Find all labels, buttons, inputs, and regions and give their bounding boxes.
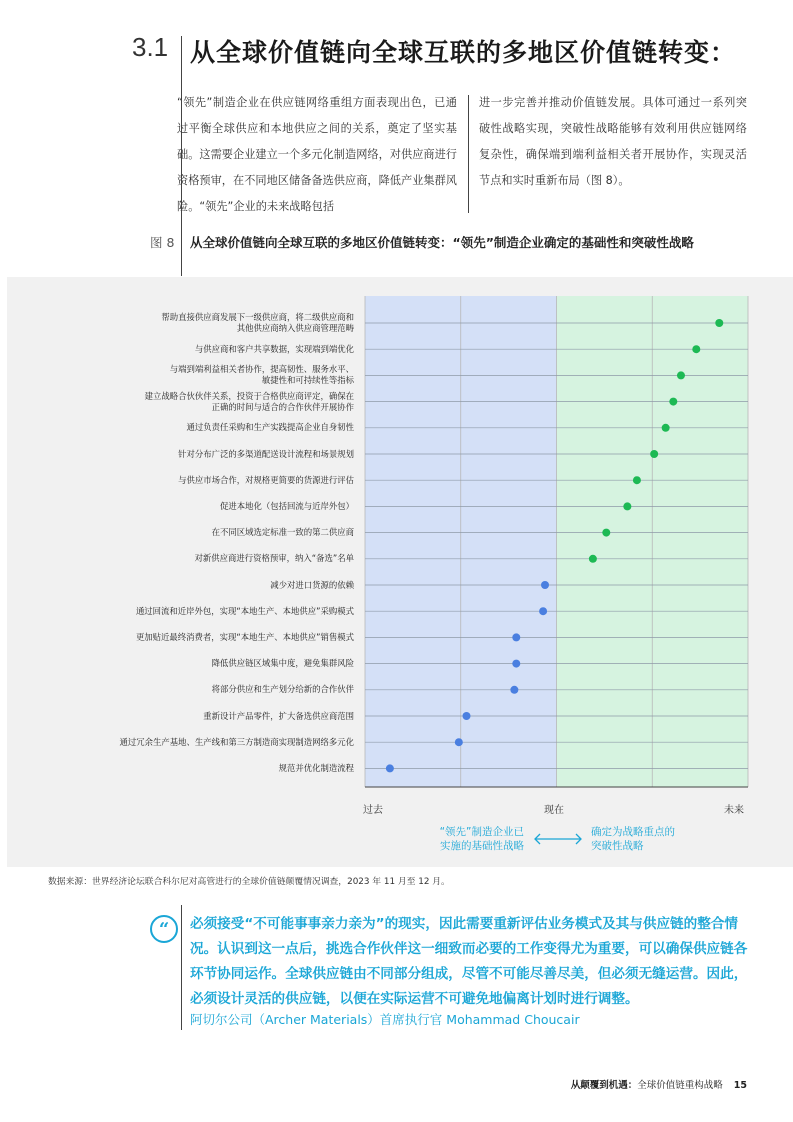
y-category-label: 将部分供应和生产划分给新的合作伙伴 (211, 684, 354, 695)
data-point (386, 764, 394, 772)
y-category-label: 更加贴近最终消费者，实现“本地生产、本地供应”销售模式 (135, 631, 354, 642)
y-category-label: 通过负责任采购和生产实践提高企业自身韧性 (186, 422, 354, 433)
body-column-2: 进一步完善并推动价值链发展。具体可通过一系列突破性战略实现，突破性战略能够有效利用供应链网络复杂性，确保端到端利益相关者开展协作，实现灵活节点和实时重新布局（图 8）。 (479, 96, 747, 187)
data-point (633, 476, 641, 484)
y-category-label: 重新设计产品零件，扩大备选供应商范围 (203, 710, 354, 721)
data-point (455, 738, 463, 746)
body-column-1: “领先”制造企业在供应链网络重组方面表现出色，已通过平衡全球供应和本地供应之间的关系，奠定了坚实基础。这需要企业建立一个多元化制造网络，对供应商进行资格预审，在不同地区储备备选供应商，降低产业集群风险。“领先”企业的未来战略包括 (177, 96, 457, 213)
data-point (715, 319, 723, 327)
data-point (623, 502, 631, 510)
quote-author: 阿切尔公司（Archer Materials）首席执行官 Mohammad Choucair (190, 1012, 580, 1027)
footer-report-bold: 从颠覆到机遇： (570, 1080, 638, 1091)
x-tick-future: 未来 (724, 805, 744, 816)
data-point (677, 371, 685, 379)
y-category-label: 减少对进口货源的依赖 (270, 579, 354, 590)
y-category-label: 与端到端利益相关者协作，提高韧性、服务水平、 敏捷性和可持续性等指标 (169, 364, 354, 386)
data-point (589, 555, 597, 563)
legend-double-arrow-icon (532, 832, 584, 846)
y-category-label: 建立战略合伙伙伴关系，投资于合格供应商评定，确保在 正确的时间与适合的合作伙伴开展协作 (144, 390, 354, 412)
figure-title: 从全球价值链向全球互联的多地区价值链转变：“领先”制造企业确定的基础性和突破性战略 (190, 235, 694, 250)
page-number: 15 (733, 1080, 747, 1091)
data-point (512, 660, 520, 668)
legend-foundational: “领先”制造企业已 实施的基础性战略 (439, 826, 524, 852)
quote-divider (181, 905, 182, 1030)
data-point (512, 633, 520, 641)
y-category-label: 帮助直接供应商发展下一级供应商，将二级供应商和 其他供应商纳入供应商管理范畴 (161, 312, 354, 333)
data-point (541, 581, 549, 589)
data-point (462, 712, 470, 720)
data-source: 数据来源：世界经济论坛联合科尔尼对高管进行的全球价值链颠覆情况调查，2023 年 11 月至 12 月。 (48, 877, 450, 887)
data-point (669, 398, 677, 406)
y-category-label: 针对分布广泛的多渠道配送设计流程和场景规划 (178, 448, 354, 459)
data-point (692, 345, 700, 353)
data-point (602, 529, 610, 537)
quote-text: 必须接受“不可能事事亲力亲为”的现实，因此需要重新评估业务模式及其与供应链的整合情况。认识到这一点后，挑选合作伙伴这一细致而必要的工作变得尤为重要，可以确保供应链各环节协同运作。全球供应链由不同部分组成，尽管不可能尽善尽美，但必须无缝运营。因此，必须设计灵活的供应链，以便在实际运营不可避免地偏离计划时进行调整。 (190, 916, 748, 1007)
data-point (662, 424, 670, 432)
data-point (650, 450, 658, 458)
y-category-label: 通过回流和近岸外包，实现“本地生产、本地供应”采购模式 (135, 605, 354, 616)
y-category-label: 与供应商和客户共享数据，实现端到端优化 (194, 343, 354, 354)
y-category-label: 在不同区域选定标准一致的第二供应商 (211, 527, 354, 538)
figure-label: 图 8 (150, 235, 175, 250)
page-footer (571, 1077, 747, 1091)
y-category-label: 通过冗余生产基地、生产线和第三方制造商实现制造网络多元化 (119, 736, 354, 747)
y-category-label: 规范并优化制造流程 (278, 762, 354, 773)
legend-breakthrough: 确定为战略重点的 突破性战略 (591, 826, 675, 852)
y-category-label: 与供应市场合作，对规格更简要的货源进行评估 (178, 474, 354, 485)
data-point (539, 607, 547, 615)
section-title: 从全球价值链向全球互联的多地区价值链转变： (190, 38, 737, 67)
x-tick-past: 过去 (363, 805, 383, 816)
y-category-label: 降低供应链区域集中度，避免集群风险 (211, 658, 354, 669)
y-category-label: 促进本地化（包括回流与近岸外包） (220, 500, 354, 511)
quote-icon: “ (150, 915, 178, 943)
footer-report-title: 全球价值链重构战略 (637, 1080, 723, 1091)
section-number: 3.1 (132, 32, 169, 62)
data-point (510, 686, 518, 694)
y-category-label: 对新供应商进行资格预审，纳入“备选”名单 (194, 553, 354, 564)
x-tick-now: 现在 (544, 805, 564, 816)
